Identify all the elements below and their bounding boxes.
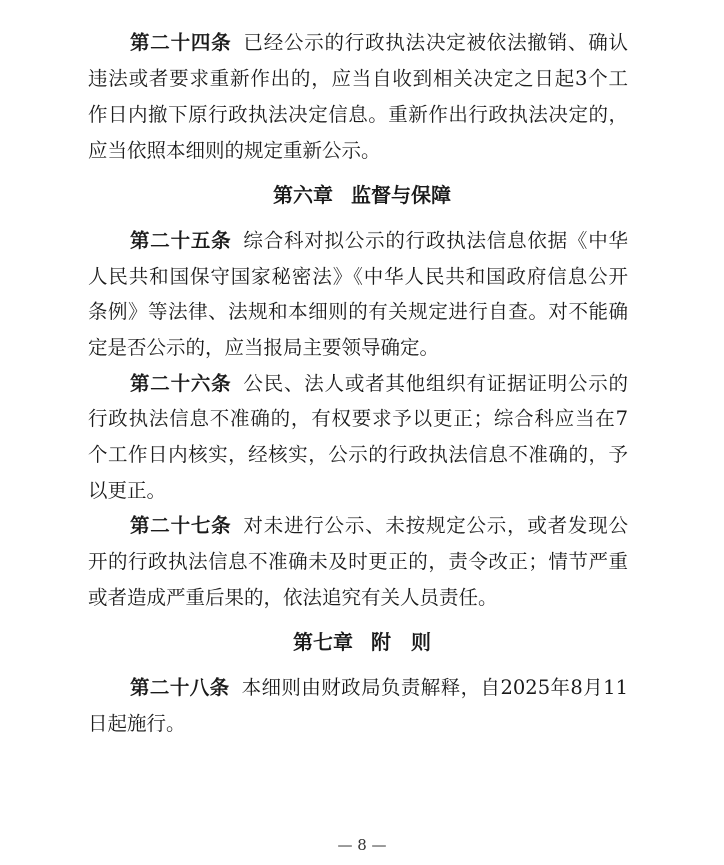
- article-26-line-1: 第二十六条 公民、法人或者其他组织有证据证明公示的: [130, 372, 628, 395]
- article-25-label: 第二十五条: [130, 229, 232, 252]
- article-27-line-3: 或者造成严重后果的，依法追究有关人员责任。: [88, 586, 498, 609]
- chapter-7-number: 第七章: [293, 630, 353, 654]
- article-28-line-1: 第二十八条 本细则由财政局负责解释，自2025年8月11: [130, 676, 628, 699]
- page-number: — 8 —: [337, 836, 387, 854]
- article-25-line-1: 第二十五条 综合科对拟公示的行政执法信息依据《中华: [130, 229, 628, 252]
- article-24-line-2: 违法或者要求重新作出的，应当自收到相关决定之日起3个工: [88, 67, 628, 90]
- article-28-line-2: 日起施行。: [88, 712, 186, 735]
- chapter-7-heading: [0, 632, 724, 652]
- article-27-line-2: 开的行政执法信息不准确未及时更正的，责令改正；情节严重: [88, 550, 628, 573]
- article-24-line-3: 作日内撤下原行政执法决定信息。重新作出行政执法决定的，: [88, 103, 628, 126]
- chapter-6-heading: [0, 185, 724, 205]
- article-25-line-3: 条例》等法律、法规和本细则的有关规定进行自查。对不能确: [88, 300, 628, 323]
- article-26-label: 第二十六条: [130, 372, 232, 395]
- chapter-6-title: 监督与保障: [351, 183, 451, 207]
- article-26-line-3: 个工作日内核实，经核实，公示的行政执法信息不准确的，予: [88, 443, 628, 466]
- article-27-line-1: 第二十七条 对未进行公示、未按规定公示，或者发现公: [130, 514, 628, 537]
- article-28-label: 第二十八条: [130, 676, 230, 699]
- chapter-7-title: 附 则: [371, 630, 431, 654]
- article-24-label: 第二十四条: [130, 31, 232, 54]
- article-26-line-2: 行政执法信息不准确的，有权要求予以更正；综合科应当在7: [88, 407, 628, 430]
- article-25-line-4: 定是否公示的，应当报局主要领导确定。: [88, 336, 440, 359]
- article-27-label: 第二十七条: [130, 514, 232, 537]
- article-25-line-2: 人民共和国保守国家秘密法》《中华人民共和国政府信息公开: [88, 265, 628, 288]
- chapter-6-number: 第六章: [273, 183, 333, 207]
- article-24-line-4: 应当依照本细则的规定重新公示。: [88, 139, 381, 162]
- article-26-line-4: 以更正。: [88, 479, 167, 502]
- article-24-line-1: 第二十四条 已经公示的行政执法决定被依法撤销、确认: [130, 31, 628, 54]
